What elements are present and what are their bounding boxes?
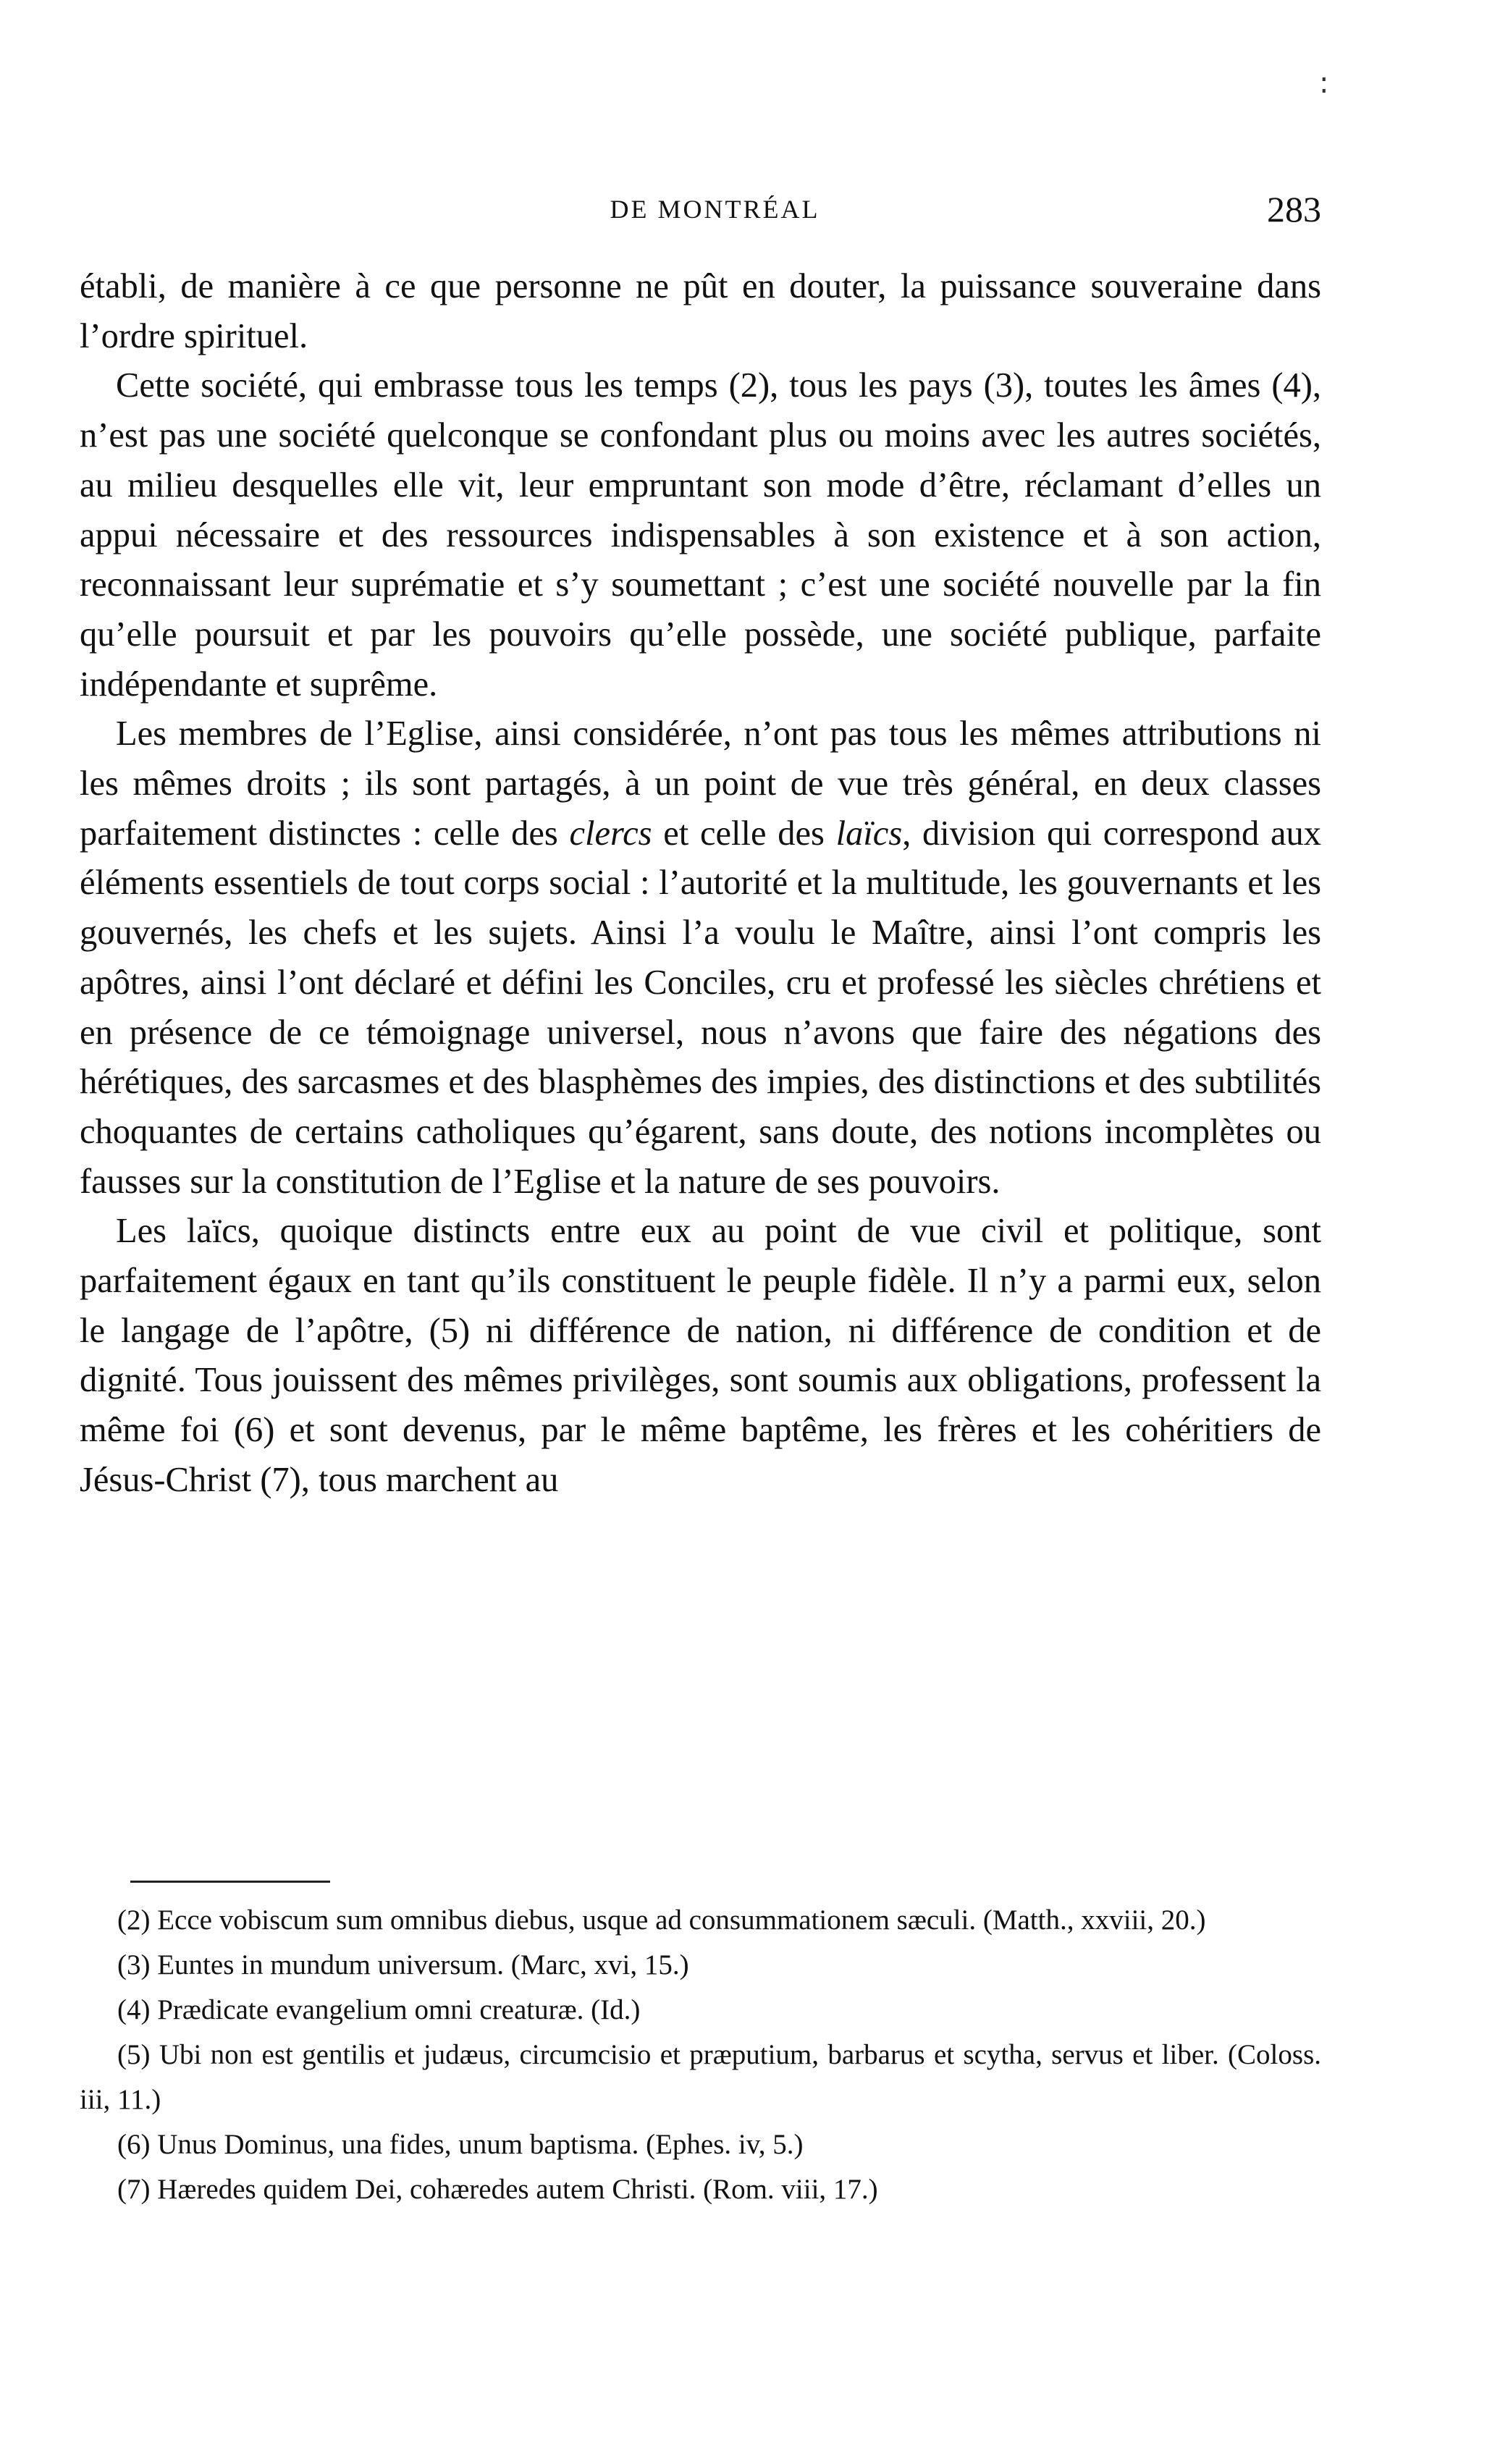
footnote — [80, 2033, 1321, 2122]
page-number: 283 — [1267, 189, 1321, 229]
paragraph-3-part-1: Les membres de l’Eglise, ainsi considérée, n’ont pas tous les mêmes attributions ni les mêmes droits ; ils sont partagés, à un point de vue très général, en deux classes parfaitement distinctes : celle des — [80, 714, 1321, 853]
body-text — [80, 262, 1321, 1506]
footnote-number: (2) — [117, 1904, 151, 1936]
paragraph-1: établi, de manière à ce que personne ne pût en douter, la puissance souveraine dans l’ordre spirituel. — [80, 267, 1321, 355]
running-head-title: DE MONTRÉAL — [610, 195, 820, 224]
footnote-number: (4) — [117, 1994, 151, 2025]
paragraph-2: Cette société, qui embrasse tous les temps (2), tous les pays (3), toutes les âmes (4), n’est pas une société quelconque se confondant plus ou moins avec les autres sociétés, au milieu desquelles elle vit, leur empruntant son mode d’être, réclamant d’elles un appui nécessaire et des ressources indispensables à son existence et à son action, reconnaissant leur suprématie et s’y soumettant ; c’est une société nouvelle par la fin qu’elle poursuit et par les pouvoirs qu’elle possède, une société publique, parfaite indépendante et suprême. — [80, 366, 1321, 704]
paragraph-3-part-3: , division qui correspond aux éléments essentiels de tout corps social : l’autorité et la multitude, les gouvernants et les gouvernés, les chefs et les sujets. Ainsi l’a voulu le Maître, ainsi l’ont compris les apôtres, ainsi l’ont déclaré et défini les Conciles, cru et professé les siècles chrétiens et en présence de ce témoignage universel, nous n’avons que faire des négations des hérétiques, des sarcasmes et des blasphèmes des impies, des distinctions et des subtilités choquantes de certains catholiques qu’égarent, sans doute, des notions incomplètes ou fausses sur la constitution de l’Eglise et la nature de ses pouvoirs. — [80, 814, 1321, 1201]
running-head — [80, 189, 1321, 237]
footnote — [80, 1988, 1321, 2033]
footnote-text: Euntes in mundum universum. (Marc, xvi, 15.) — [157, 1949, 689, 1980]
italic-term-clercs: clercs — [569, 814, 652, 853]
footnote — [80, 2122, 1321, 2167]
footnote-number: (5) — [117, 2039, 151, 2070]
footnote-text: Hæredes quidem Dei, cohæredes autem Christi. (Rom. viii, 17.) — [157, 2174, 878, 2205]
footnote-text: Unus Dominus, una fides, unum baptisma. (Ephes. iv, 5.) — [157, 2129, 804, 2160]
footnote-separator-rule — [130, 1881, 330, 1883]
margin-mark: : — [1319, 67, 1329, 100]
paragraph-3 — [80, 709, 1321, 1207]
footnote-number: (6) — [117, 2129, 151, 2160]
paragraph-4: Les laïcs, quoique distincts entre eux au point de vue civil et politique, sont parfaitement égaux en tant qu’ils constituent le peuple fidèle. Il n’y a parmi eux, selon le langage de l’apôtre, (5) ni différence de nation, ni différence de condition et de dignité. Tous jouissent des mêmes privilèges, sont soumis aux obligations, professent la même foi (6) et sont devenus, par le même baptême, les frères et les cohéritiers de Jésus-Christ (7), tous marchent au — [80, 1212, 1321, 1499]
footnote-text: Prædicate evangelium omni creaturæ. (Id.) — [157, 1994, 641, 2025]
footnote-text: Ecce vobiscum sum omnibus diebus, usque ad consummationem sæculi. (Matth., xxviii, 20.) — [157, 1904, 1206, 1936]
paragraph-3-part-2: et celle des — [652, 814, 836, 853]
footnote-number: (3) — [117, 1949, 151, 1980]
italic-term-laics: laïcs — [835, 814, 903, 853]
footnote — [80, 1898, 1321, 1943]
footnote-number: (7) — [117, 2174, 151, 2205]
footnote — [80, 2167, 1321, 2212]
footnotes — [80, 1898, 1321, 2212]
footnote-text: Ubi non est gentilis et judæus, circumcisio et præputium, barbarus et scytha, servus et liber. (Coloss. iii, 11.) — [80, 2039, 1321, 2115]
footnote — [80, 1943, 1321, 1988]
